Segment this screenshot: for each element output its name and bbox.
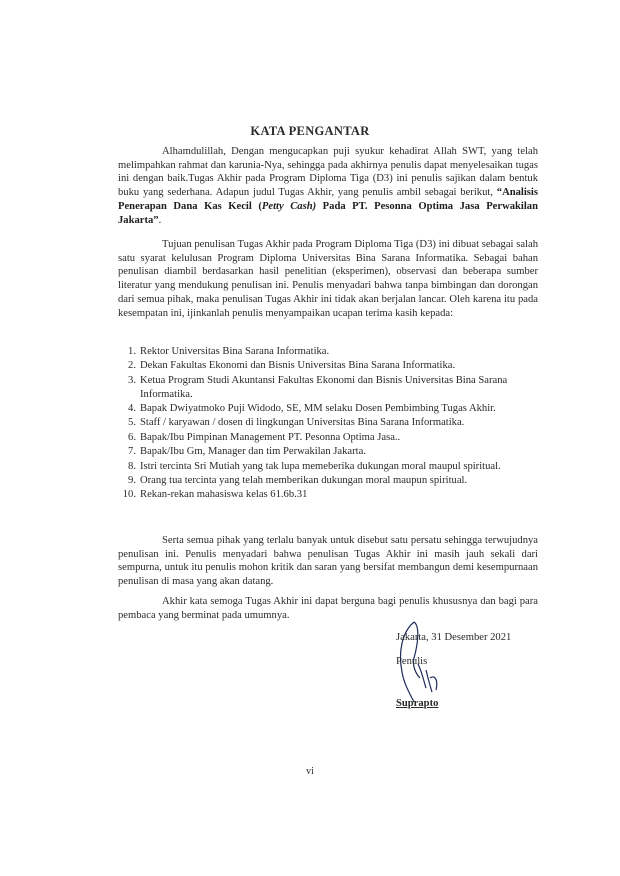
list-item-text: Orang tua tercinta yang telah memberikan dukungan moral maupun spiritual.	[140, 474, 468, 486]
list-item	[118, 374, 538, 402]
paragraph-opening-text: Alhamdulillah, Dengan mengucapkan puji syukur kehadirat Allah SWT, yang telah melimpahkan rahmat dan karunia-Nya, sehingga pada akhirnya penulis dapat menyelesaikan tugas ini dengan baik.Tugas Akhir pada Program Diploma Tiga (D3) ini penulis sajikan dalam bentuk buku yang sederhana. Adapun judul Tugas Akhir, yang penulis ambil sebagai berikut,	[118, 146, 538, 199]
list-item	[118, 359, 538, 373]
paragraph-final-text: Akhir kata semoga Tugas Akhir ini dapat berguna bagi penulis khususnya dan bagi para pembaca yang berminat pada umumnya.	[118, 596, 538, 621]
thesis-title-italic: Petty Cash)	[261, 200, 317, 212]
list-item	[118, 474, 538, 488]
list-item-number: 6.	[128, 431, 136, 443]
paragraph-final	[118, 595, 538, 622]
paragraph-purpose	[118, 238, 538, 320]
signature-place-date: Jakarta, 31 Desember 2021	[396, 632, 512, 643]
list-item	[118, 345, 538, 359]
list-item	[118, 460, 538, 474]
list-item-text: Rektor Universitas Bina Sarana Informatika.	[140, 346, 330, 357]
signature-name: Suprapto	[396, 698, 439, 709]
paragraph-closing-text: Serta semua pihak yang terlalu banyak untuk disebut satu persatu sehingga terwujudnya penulisan ini. Penulis menyadari bahwa penulisan Tugas Akhir ini masih jauh sekali dari sempurna, untuk itu penulis mohon kritik dan saran yang bersifat membangun demi kesempurnaan penulisan di masa yang akan datang.	[118, 535, 538, 588]
paragraph-opening	[118, 145, 538, 227]
list-item	[118, 488, 538, 502]
page-title: KATA PENGANTAR	[250, 124, 370, 138]
paragraph-purpose-text: Tujuan penulisan Tugas Akhir pada Program Diploma Tiga (D3) ini dibuat sebagai salah satu syarat kelulusan Program Diploma Universitas Bina Sarana Informatika. Sebagai bahan penulisan diambil berdasarkan hasil penelitian (eksperimen), observasi dan beberapa sumber literatur yang mendukung penulisan ini. Penulis menyadari bahwa tanpa bimbingan dan dorongan dari semua pihak, maka penulisan Tugas Akhir ini tidak akan berjalan lancar. Oleh karena itu pada kesempatan ini, ijinkanlah penulis menyampaikan ucapan terima kasih kepada:	[118, 239, 538, 319]
list-item-text: Rekan-rekan mahasiswa kelas 61.6b.31	[140, 489, 308, 501]
list-item-number: 5.	[128, 417, 136, 429]
thesis-title-part-b: Pada PT. Pesonna Optima Jasa Perwakilan Jakarta”	[118, 200, 538, 226]
list-item-text: Bapak/Ibu Pimpinan Management PT. Pesonna Optima Jasa..	[140, 431, 401, 443]
list-item-text: Istri tercinta Sri Mutiah yang tak lupa memeberika dukungan moral maupul spiritual.	[140, 460, 501, 472]
list-item-number: 9.	[128, 474, 136, 486]
thesis-title-part-a: “Analisis Penerapan Dana Kas Kecil (	[118, 187, 538, 212]
list-item-number: 2.	[128, 360, 136, 372]
page-number: vi	[306, 766, 314, 777]
list-item-text: Bapak Dwiyatmoko Puji Widodo, SE, MM selaku Dosen Pembimbing Tugas Akhir.	[140, 402, 496, 414]
list-item-text: Ketua Program Studi Akuntansi Fakultas Ekonomi dan Bisnis Universitas Bina Sarana Informatika.	[140, 374, 508, 400]
paragraph-opening-end: .	[158, 214, 162, 226]
list-item	[118, 431, 538, 445]
list-item	[118, 445, 538, 459]
list-item	[118, 402, 538, 416]
list-item-text: Dekan Fakultas Ekonomi dan Bisnis Universitas Bina Sarana Informatika.	[140, 360, 456, 372]
list-item	[118, 416, 538, 430]
list-item-text: Bapak/Ibu Gm, Manager dan tim Perwakilan Jakarta.	[140, 446, 366, 458]
list-item-number: 4.	[128, 402, 136, 414]
list-item-number: 1.	[128, 346, 136, 357]
list-item-text: Staff / karyawan / dosen di lingkungan Universitas Bina Sarana Informatika.	[140, 417, 465, 429]
thanks-list	[118, 345, 538, 503]
list-item-number: 8.	[128, 460, 136, 472]
list-item-number: 3.	[128, 374, 136, 386]
list-item-number: 7.	[128, 446, 136, 458]
paragraph-closing	[118, 534, 538, 589]
list-item-number: 10.	[122, 489, 136, 501]
signature-role: Penulis	[396, 656, 428, 667]
